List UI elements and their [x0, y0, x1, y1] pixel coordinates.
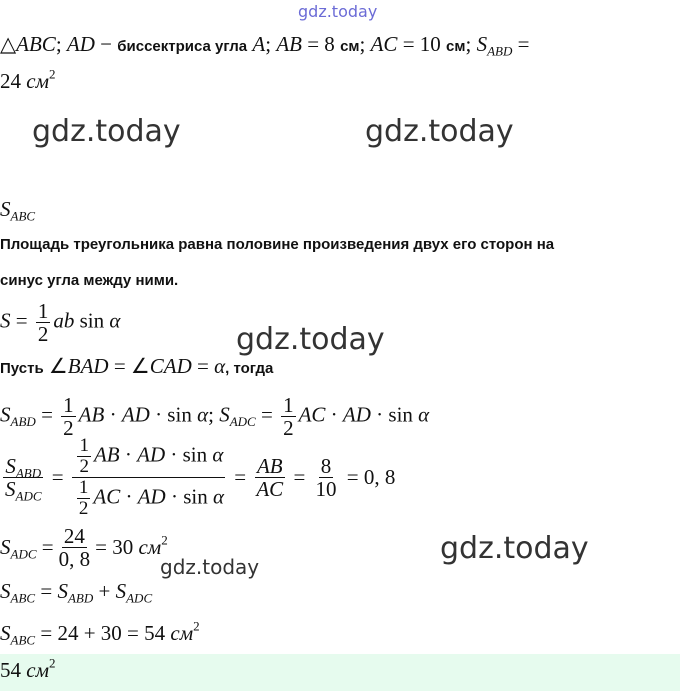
given-unit: см [446, 38, 466, 55]
let-line: Пусть ∠BAD = ∠CAD = α, тогда [0, 354, 274, 378]
find-label: $S_{ABC}$ [0, 197, 36, 224]
explanation-line: Площадь треугольника равна половине произведения двух его сторон на [0, 236, 555, 253]
adc-result: $S_{ADC}$ = $\frac{24}{0, 8}$ = 30 $см^2$ [0, 524, 168, 572]
sum-result: $S_{ABC} = 24 + 30 = 54$ $см^2$ [0, 618, 200, 648]
given-area: 24 $см^2$ [0, 66, 56, 93]
given-text: биссектриса угла [117, 38, 248, 55]
watermark: gdz.today [32, 114, 181, 149]
watermark: gdz.today [365, 114, 514, 149]
watermark: gdz.today [236, 322, 385, 357]
ratio-formula: $\frac{S_{ABD}}{S_{ADC}}$ = $\frac{1}{2}$ AB · AD · sin α $\frac{1}{2}$ AC · AD · sin α = $\frac{AB}{AC}$ = $\frac{8}{10}$ = 0, 8 [5, 435, 396, 519]
watermark: gdz.today [298, 2, 378, 21]
answer-value: 54 $см^2$ [0, 655, 56, 682]
answer-box [0, 654, 680, 691]
area-formula: S = $\frac{1}{2}$ ab sin α [0, 299, 121, 347]
watermark: gdz.today [160, 555, 260, 579]
watermark: gdz.today [440, 531, 589, 566]
given-line: △ABC; AD − биссектриса угла A; AB = 8 см; AC = 10 см; $S_{ABD}$ = [0, 32, 530, 59]
sum-formula: $S_{ABC} = S_{ABD} + S_{ADC}$ [0, 579, 153, 606]
given-unit: см [340, 38, 360, 55]
area-formulas-abd-adc: $S_{ABD}$ = $\frac{1}{2}$ AB · AD · sin α; $S_{ADC}$ = $\frac{1}{2}$ AC · AD · sin α [0, 393, 430, 441]
explanation-line: синус угла между ними. [0, 272, 179, 289]
